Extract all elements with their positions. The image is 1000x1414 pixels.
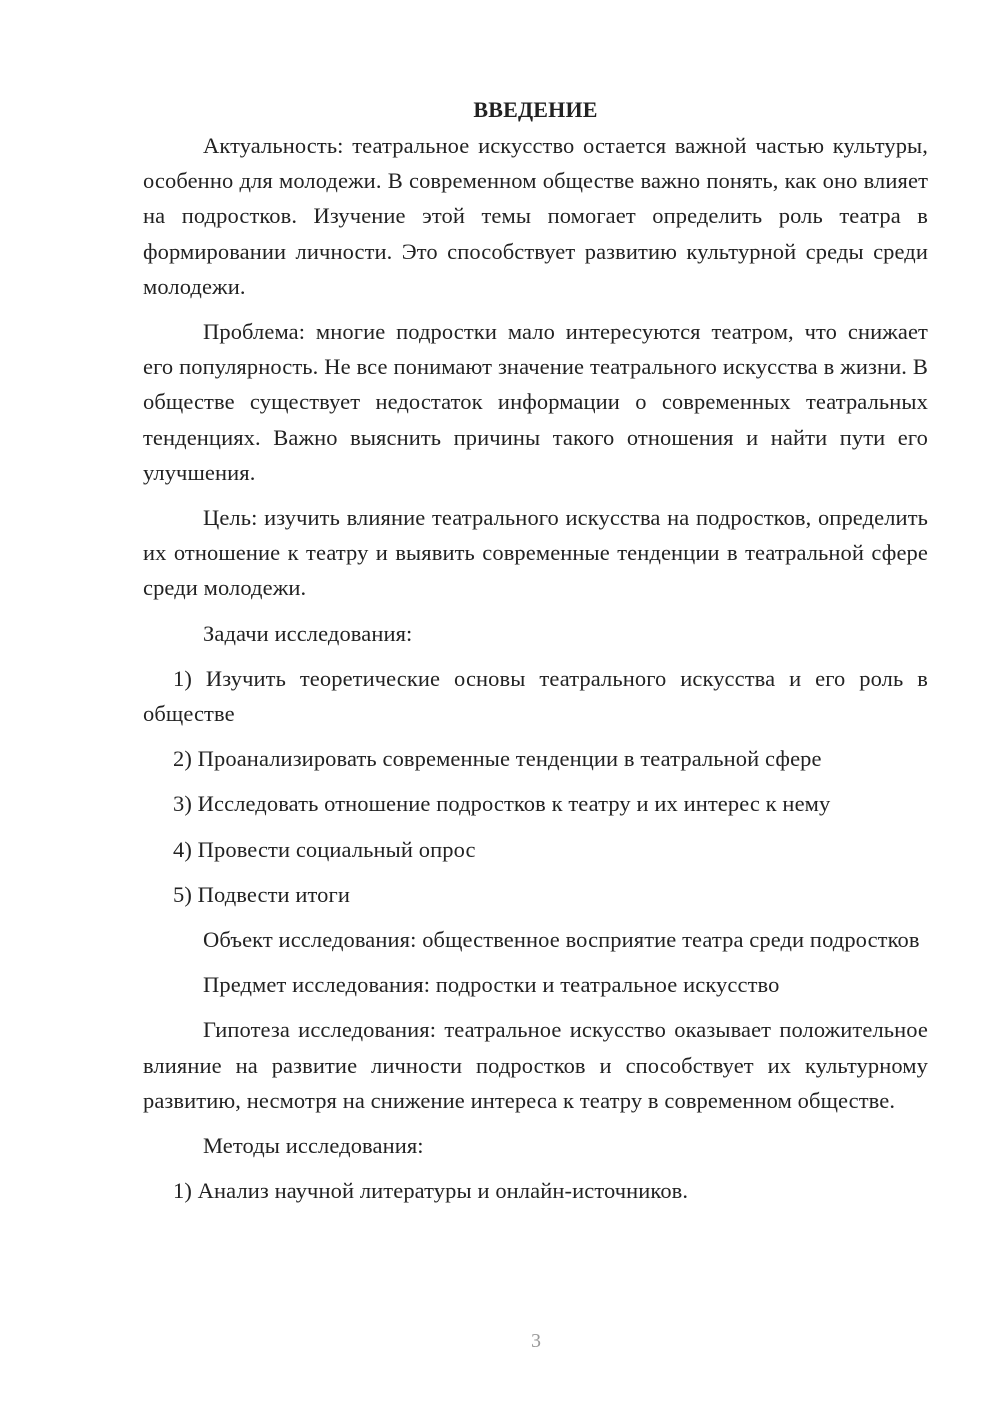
task-item: 3) Исследовать отношение подростков к театру и их интерес к нему	[173, 791, 831, 817]
methods-heading: Методы исследования:	[203, 1133, 424, 1159]
subject-paragraph: Предмет исследования: подростки и театральное искусство	[203, 972, 780, 998]
page-number: 3	[531, 1330, 541, 1352]
task-item: 5) Подвести итоги	[173, 881, 350, 907]
task-item: 4) Провести социальный опрос	[173, 836, 476, 862]
methods-list	[143, 1173, 928, 1208]
problem-paragraph: Проблема: многие подростки мало интересуются театром, что снижает его популярность. Не все понимают значение театрального искусства в жизни. В обществе существует недостаток информации о современных театральных тенденциях. Важно выяснить причины такого отношения и найти пути его улучшения.	[143, 319, 928, 485]
tasks-heading: Задачи исследования:	[203, 620, 413, 646]
document-page	[143, 92, 928, 1218]
hypothesis-paragraph: Гипотеза исследования: театральное искусство оказывает положительное влияние на развитие личности подростков и способствует их культурному развитию, несмотря на снижение интереса к театру в современном обществе.	[143, 1017, 928, 1113]
task-item: 1) Изучить теоретические основы театрального искусства и его роль в обществе	[143, 665, 928, 727]
tasks-list	[143, 661, 928, 912]
method-item: 1) Анализ научной литературы и онлайн-источников.	[173, 1178, 689, 1204]
task-item: 2) Проанализировать современные тенденции в театральной сфере	[173, 746, 822, 772]
section-title: ВВЕДЕНИЕ	[473, 97, 598, 122]
object-paragraph: Объект исследования: общественное восприятие театра среди подростков	[203, 927, 920, 953]
relevance-paragraph: Актуальность: театральное искусство остается важной частью культуры, особенно для молодежи. В современном обществе важно понять, как оно влияет на подростков. Изучение этой темы помогает определить роль театра в формировании личности. Это способствует развитию культурной среды среди молодежи.	[143, 133, 928, 299]
goal-paragraph: Цель: изучить влияние театрального искусства на подростков, определить их отношение к театру и выявить современные тенденции в театральной сфере среди молодежи.	[143, 505, 928, 601]
